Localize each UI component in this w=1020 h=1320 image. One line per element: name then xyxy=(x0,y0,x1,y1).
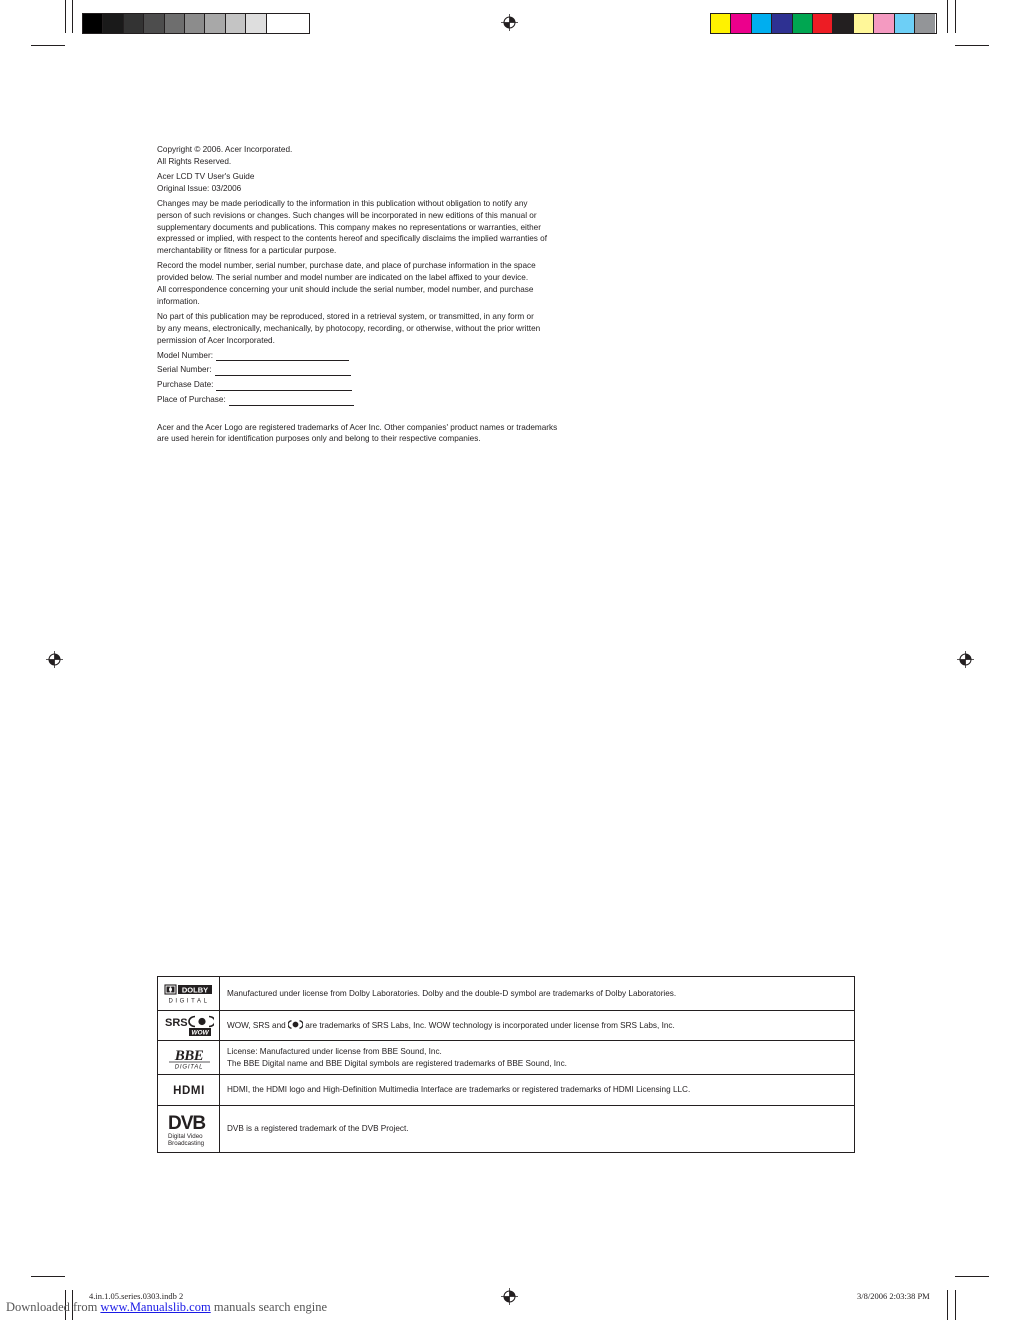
guide-title: Acer LCD TV User's Guide xyxy=(157,171,255,181)
downloaded-suffix: manuals search engine xyxy=(213,1300,327,1314)
dvb-logo-line: Digital Video xyxy=(167,1133,203,1140)
crop-mark xyxy=(947,0,948,33)
dvb-logo xyxy=(158,1106,220,1152)
changes-paragraph xyxy=(157,198,617,257)
downloaded-from-line xyxy=(6,1300,327,1315)
acer-trademark-paragraph xyxy=(157,422,617,446)
guide-info xyxy=(157,171,617,195)
model-number-field xyxy=(157,350,617,362)
paragraph-line: Record the model number, serial number, purchase date, and place of purchase information in the space xyxy=(157,261,536,271)
srs-logo-icon xyxy=(164,1015,214,1037)
hdmi-logo xyxy=(158,1075,220,1105)
paragraph-line: expressed or implied, with respect to the contents hereof and specifically disclaims the implied warranties of xyxy=(157,234,548,244)
slug-date-info: 3/8/2006 2:03:38 PM xyxy=(857,1291,930,1301)
gray-swatch xyxy=(226,14,246,33)
bbe-logo-bottom-text: DIGITAL xyxy=(174,1064,203,1070)
reproduction-paragraph xyxy=(157,311,617,346)
hdmi-logo-icon xyxy=(164,1083,214,1097)
purchase-date-field xyxy=(157,379,617,391)
serial-number-field xyxy=(157,364,617,376)
dolby-logo-bottom-text: DIGITAL xyxy=(167,998,210,1004)
copyright-block xyxy=(157,144,617,449)
manualslib-link[interactable]: www.Manualslib.com xyxy=(100,1300,211,1314)
dvb-logo-line: Broadcasting xyxy=(167,1140,204,1147)
hdmi-description xyxy=(220,1075,690,1105)
purchase-date-label: Purchase Date: xyxy=(157,380,214,390)
srs-wow-logo xyxy=(158,1011,220,1040)
copyright-line: Copyright © 2006. Acer Incorporated. xyxy=(157,145,293,154)
purchase-date-blank xyxy=(216,382,352,391)
srs-logo-top-text: SRS xyxy=(164,1016,188,1029)
place-of-purchase-label: Place of Purchase: xyxy=(157,394,226,404)
bbe-row xyxy=(158,1041,854,1075)
paragraph-line: by any means, electronically, mechanically, by photocopy, recording, or otherwise, without the prior written xyxy=(157,323,541,333)
paragraph-line: All correspondence concerning your unit should include the serial number, model number, and purchase xyxy=(157,284,534,294)
gray-swatch xyxy=(165,14,185,33)
downloaded-prefix: Downloaded from xyxy=(6,1300,98,1314)
dolby-text: Manufactured under license from Dolby Laboratories. Dolby and the double-D symbol are trademarks of Dolby Laboratories. xyxy=(227,988,677,998)
paragraph-line: person of such revisions or changes. Such changes will be incorporated in new editions of this manual or xyxy=(157,210,537,220)
dolby-description xyxy=(220,977,676,1010)
registration-mark-icon xyxy=(957,651,974,668)
color-swatch xyxy=(731,14,751,33)
place-of-purchase-blank xyxy=(229,397,354,406)
paragraph-line: are used herein for identification purposes only and belong to their respective companies. xyxy=(157,434,481,444)
place-of-purchase-field xyxy=(157,394,617,406)
crop-mark xyxy=(955,45,989,46)
color-swatch xyxy=(752,14,772,33)
srs-description xyxy=(220,1011,675,1040)
bbe-text-line: License: Manufactured under license from BBE Sound, Inc. xyxy=(227,1046,442,1056)
color-swatch xyxy=(895,14,915,33)
process-color-bar xyxy=(710,13,937,34)
paragraph-line: No part of this publication may be reproduced, stored in a retrieval system, or transmitted, in any form or xyxy=(157,311,534,321)
bbe-logo-top-text: BBE xyxy=(174,1047,203,1064)
crop-mark xyxy=(955,1290,956,1320)
dvb-description xyxy=(220,1106,409,1152)
crop-mark xyxy=(955,1276,989,1277)
trademark-table xyxy=(157,976,855,1153)
slug-file-info: 4.in.1.05.series.0303.indb 2 xyxy=(89,1291,184,1301)
rights-line: All Rights Reserved. xyxy=(157,156,232,166)
dolby-row xyxy=(158,977,854,1011)
srs-text-after: are trademarks of SRS Labs, Inc. WOW technology is incorporated under license from SRS Labs, Inc. xyxy=(305,1020,675,1030)
paragraph-line: Acer and the Acer Logo are registered trademarks of Acer Inc. Other companies' product names or trademarks xyxy=(157,422,558,432)
srs-row xyxy=(158,1011,854,1041)
color-swatch xyxy=(793,14,813,33)
color-swatch xyxy=(833,14,853,33)
registration-mark-icon xyxy=(501,1288,518,1305)
crop-mark xyxy=(65,0,66,33)
paragraph-line: permission of Acer Incorporated. xyxy=(157,335,275,345)
gray-swatch xyxy=(83,14,103,33)
dolby-logo-icon xyxy=(164,984,214,1004)
gray-swatch xyxy=(185,14,205,33)
color-swatch xyxy=(915,14,935,33)
copyright-notice xyxy=(157,144,617,168)
hdmi-row xyxy=(158,1075,854,1106)
dvb-row xyxy=(158,1106,854,1152)
crop-mark xyxy=(947,1290,948,1320)
paragraph-line: information. xyxy=(157,296,200,306)
color-swatch xyxy=(854,14,874,33)
grayscale-color-bar xyxy=(82,13,310,34)
dolby-digital-logo xyxy=(158,977,220,1010)
gray-swatch xyxy=(103,14,123,33)
gray-swatch xyxy=(144,14,164,33)
srs-logo-bottom-text: WOW xyxy=(190,1029,209,1036)
dvb-text: DVB is a registered trademark of the DVB Project. xyxy=(227,1124,409,1134)
paragraph-line: supplementary documents and publications. This company makes no representations or warranties, either xyxy=(157,222,541,232)
crop-mark xyxy=(955,0,956,33)
color-swatch xyxy=(711,14,731,33)
hdmi-text: HDMI, the HDMI logo and High-Definition Multimedia Interface are trademarks or registered trademarks of HDMI Licensing LLC. xyxy=(227,1085,691,1095)
registration-mark-icon xyxy=(501,14,518,31)
gray-swatch xyxy=(205,14,225,33)
srs-text-before: WOW, SRS and xyxy=(227,1020,286,1030)
hdmi-logo-text: HDMI xyxy=(172,1085,205,1097)
registration-mark-icon xyxy=(46,651,63,668)
paragraph-line: merchantability or fitness for a particular purpose. xyxy=(157,246,337,256)
crop-mark xyxy=(72,0,73,33)
paragraph-line: provided below. The serial number and model number are indicated on the label affixed to your device. xyxy=(157,273,529,283)
dolby-logo-top-text: DOLBY xyxy=(181,985,208,995)
bbe-description xyxy=(220,1041,567,1074)
color-swatch xyxy=(772,14,792,33)
record-paragraph xyxy=(157,260,617,307)
gray-swatch xyxy=(267,14,287,33)
bbe-text-line: The BBE Digital name and BBE Digital symbols are registered trademarks of BBE Sound, Inc. xyxy=(227,1058,567,1068)
model-number-label: Model Number: xyxy=(157,350,213,360)
bbe-logo-icon xyxy=(164,1046,214,1070)
dvb-logo-icon xyxy=(164,1109,214,1149)
crop-mark xyxy=(31,45,65,46)
paragraph-line: Changes may be made periodically to the information in this publication without obligation to notify any xyxy=(157,198,528,208)
color-swatch xyxy=(874,14,894,33)
dvb-logo-text: DVB xyxy=(167,1113,205,1134)
crop-mark xyxy=(31,1276,65,1277)
serial-number-label: Serial Number: xyxy=(157,365,212,375)
srs-symbol-icon xyxy=(288,1020,303,1029)
serial-number-blank xyxy=(215,367,351,376)
model-number-blank xyxy=(216,352,349,361)
color-swatch xyxy=(813,14,833,33)
gray-swatch xyxy=(124,14,144,33)
srs-text xyxy=(227,1020,675,1032)
bbe-digital-logo xyxy=(158,1041,220,1074)
original-issue: Original Issue: 03/2006 xyxy=(157,183,242,193)
gray-swatch xyxy=(246,14,266,33)
